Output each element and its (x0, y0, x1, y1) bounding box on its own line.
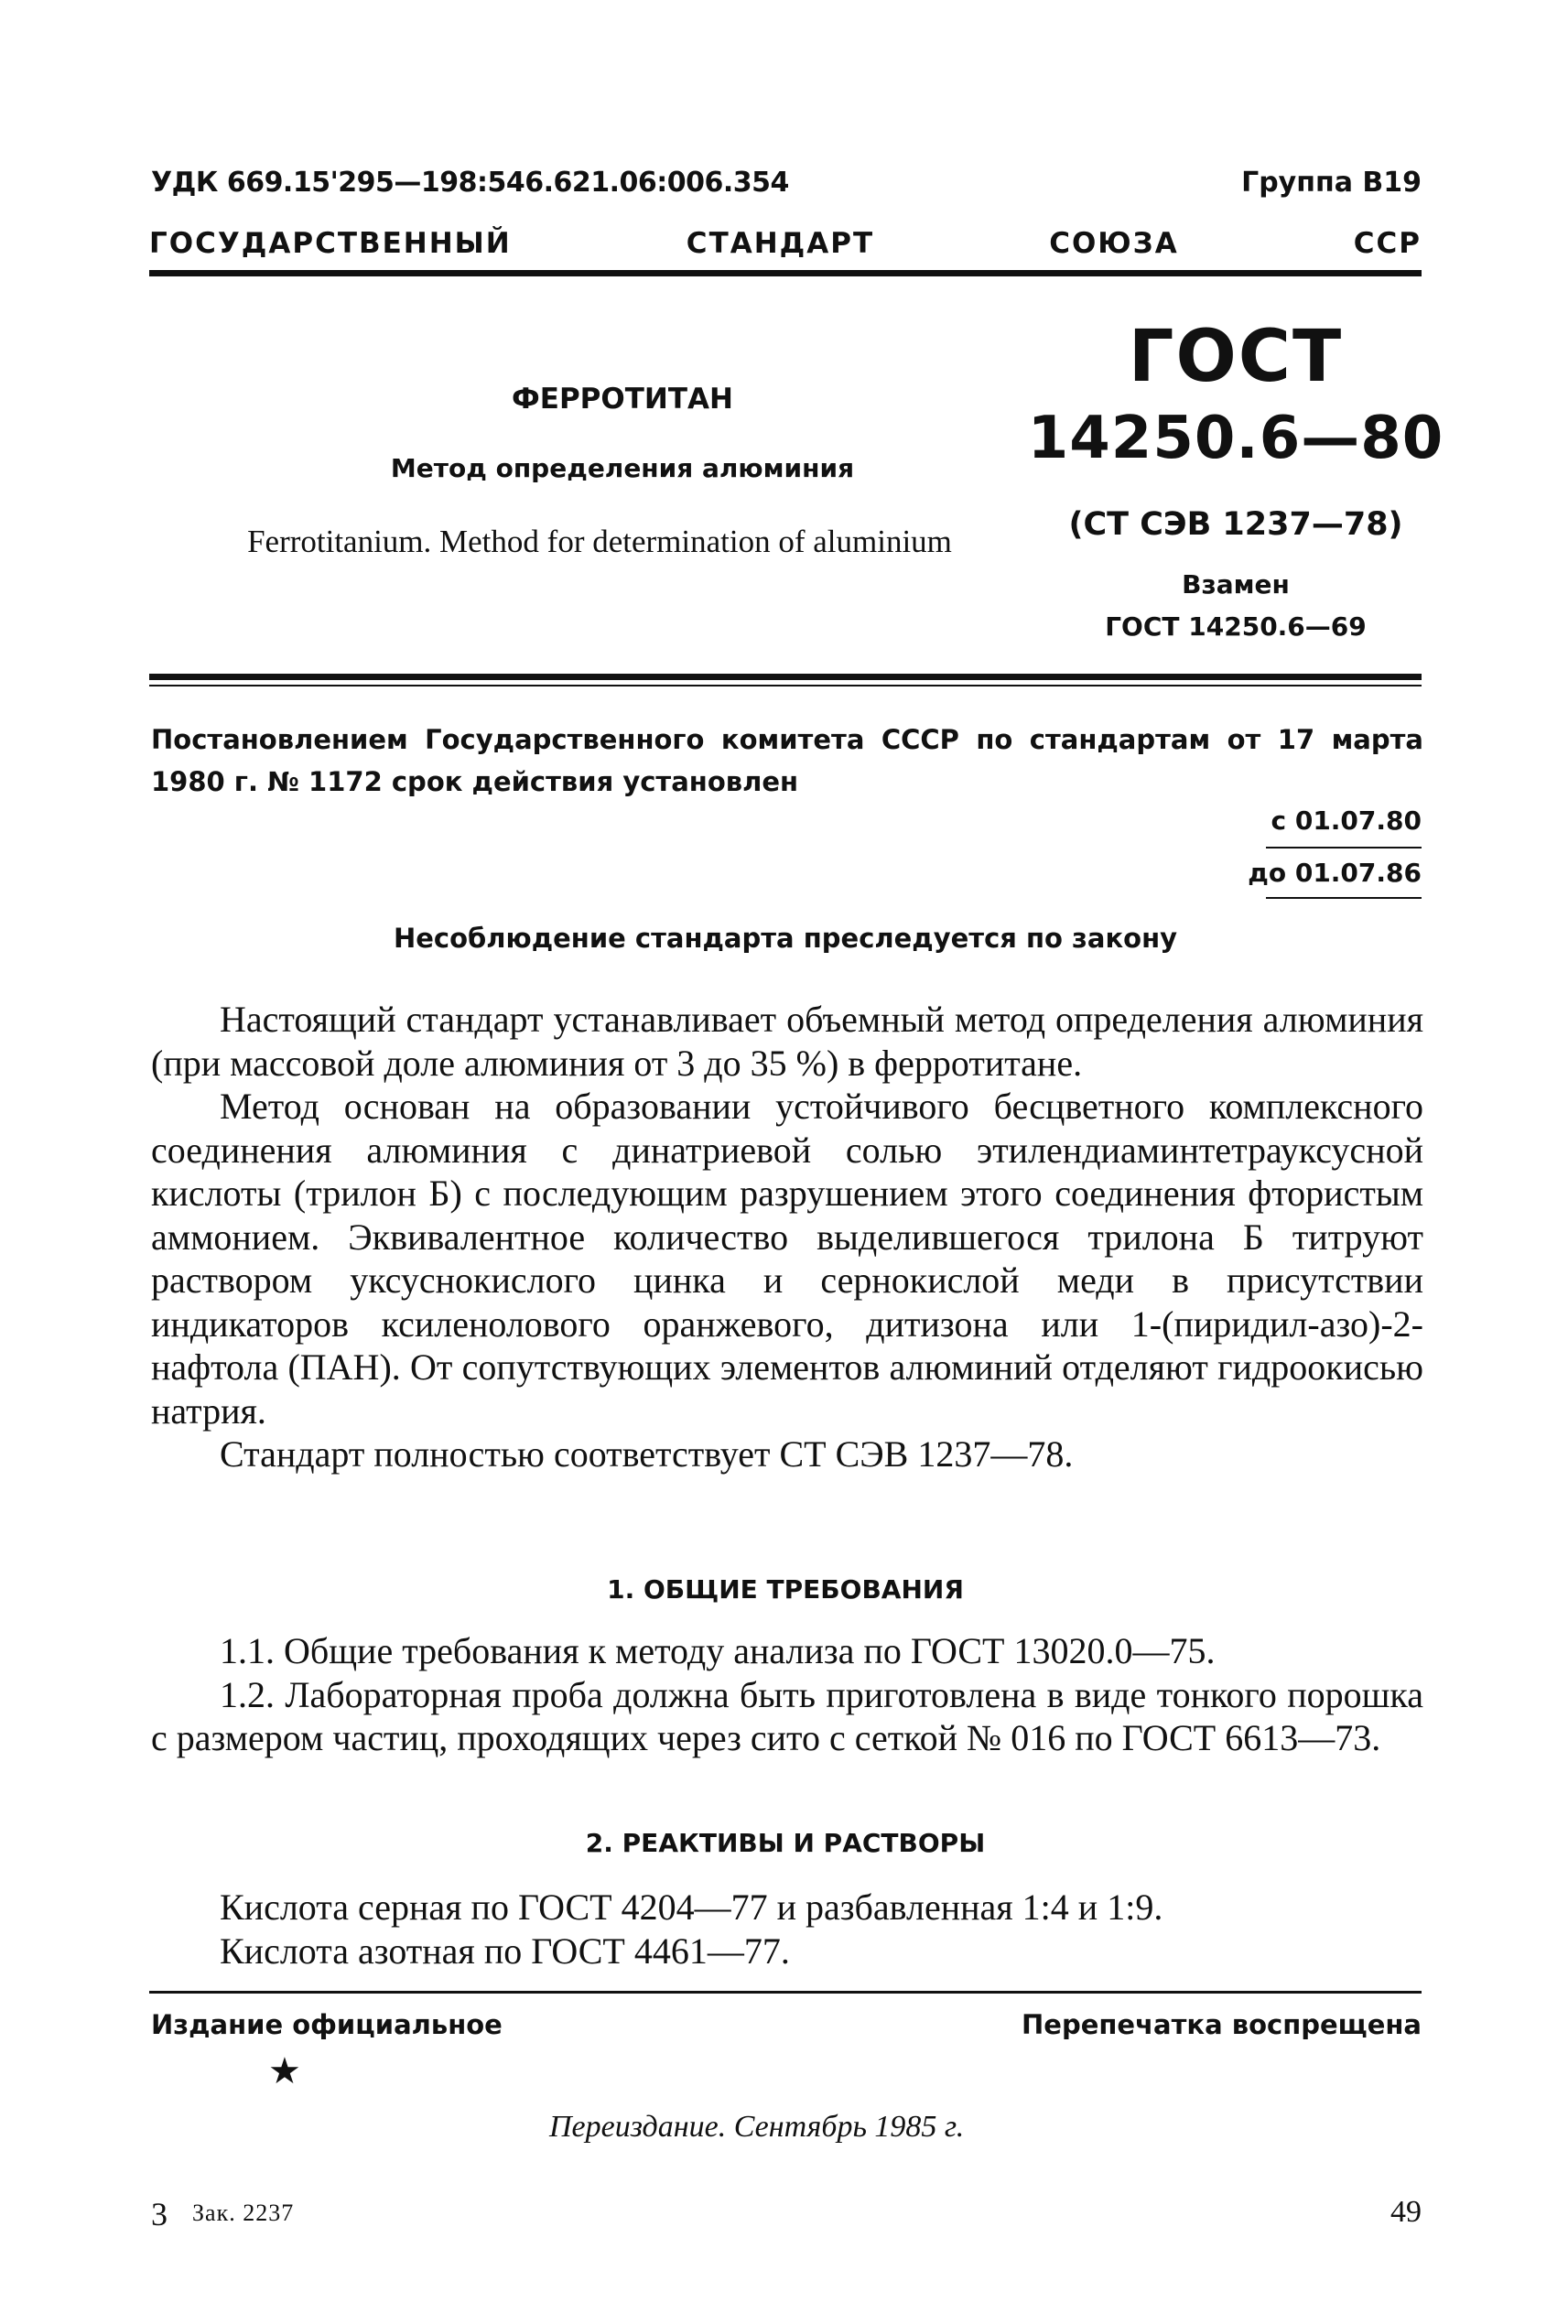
law-notice: Несоблюдение стандарта преследуется по закону (393, 923, 1178, 954)
document-subtitle: Метод определения алюминия (390, 453, 855, 483)
valid-from-date: с 01.07.80 (1271, 805, 1422, 836)
page-number: 49 (1390, 2195, 1422, 2229)
intro-paragraph: Настоящий стандарт устанавливает объемный метод определения алюминия (при массовой доле алюминия от 3 до 35 %) в ферротитане. (151, 999, 1423, 1084)
header-rule (149, 270, 1422, 276)
reprint-prohibited: Перепечатка воспрещена (1022, 2009, 1422, 2040)
st-sev-reference: (СТ СЭВ 1237—78) (1068, 506, 1403, 543)
reagent-item: Кислота серная по ГОСТ 4204—77 и разбавленная 1:4 и 1:9. (220, 1886, 1163, 1928)
date-rule (1266, 847, 1422, 849)
sheet-number: 3 (151, 2196, 168, 2232)
star-icon: ★ (268, 2050, 301, 2092)
group-code: Группа В19 (1241, 167, 1422, 199)
replaced-gost: ГОСТ 14250.6—69 (1105, 611, 1367, 642)
order-number: Зак. 2237 (192, 2200, 295, 2226)
footer-rule (149, 1991, 1422, 1994)
title-block-rule-thin (149, 685, 1422, 686)
reagents-list (151, 1886, 1423, 1973)
gost-label: ГОСТ (1128, 316, 1344, 398)
intro-text (151, 998, 1423, 1476)
date-rule-bottom (1266, 897, 1422, 899)
requirement-item: 1.1. Общие требования к методу анализа по ГОСТ 13020.0—75. (220, 1630, 1216, 1671)
official-edition: Издание официальное (151, 2009, 503, 2040)
general-requirements (151, 1629, 1423, 1760)
section-heading-reagents: 2. РЕАКТИВЫ И РАСТВОРЫ (585, 1828, 986, 1858)
state-standard-banner: ГОСУДАРСТВЕННЫЙ СТАНДАРТ СОЮЗА ССР (149, 227, 1422, 260)
decree-text: Постановлением Государственного комитета СССР по стандартам от 17 марта 1980 г. № 1172 срок действия установлен (151, 724, 1423, 797)
section-heading-general: 1. ОБЩИЕ ТРЕБОВАНИЯ (607, 1574, 964, 1605)
reagent-item: Кислота азотная по ГОСТ 4461—77. (220, 1929, 790, 1972)
document-title-english: Ferrotitanium. Method for determination of aluminium (247, 524, 952, 559)
requirement-item: 1.2. Лабораторная проба должна быть приготовлена в виде тонкого порошка с размером частиц, проходящих через сито с сеткой № 016 по ГОСТ 6613—73. (151, 1673, 1423, 1758)
intro-paragraph: Метод основан на образовании устойчивого бесцветного комплексного соединения алюминия с динатриевой солью этилендиаминтетрауксусной кислоты (трилон Б) с последующим разрушением этого соединения фтористым аммонием. Эквивалентное количество выделившегося трилона Б титруют раствором уксуснокислого цинка и сернокислой меди в присутствии индикаторов ксиленолового оранжевого, дитизона или 1-(пиридил-азо)-2-нафтола (ПАН). От сопутствующих элементов алюминий отделяют гидроокисью натрия. (151, 1086, 1423, 1432)
replaces-label: Взамен (1182, 569, 1290, 600)
gost-number: 14250.6—80 (1027, 405, 1444, 472)
document-title: ФЕРРОТИТАН (512, 383, 733, 416)
title-block-rule (149, 674, 1422, 680)
valid-to-date: до 01.07.86 (1248, 858, 1422, 888)
intro-paragraph: Стандарт полностью соответствует СТ СЭВ 1237—78. (220, 1433, 1074, 1475)
reissue-note: Переиздание. Сентябрь 1985 г. (549, 2110, 965, 2144)
udk-code: УДК 669.15'295—198:546.621.06:006.354 (151, 167, 789, 199)
